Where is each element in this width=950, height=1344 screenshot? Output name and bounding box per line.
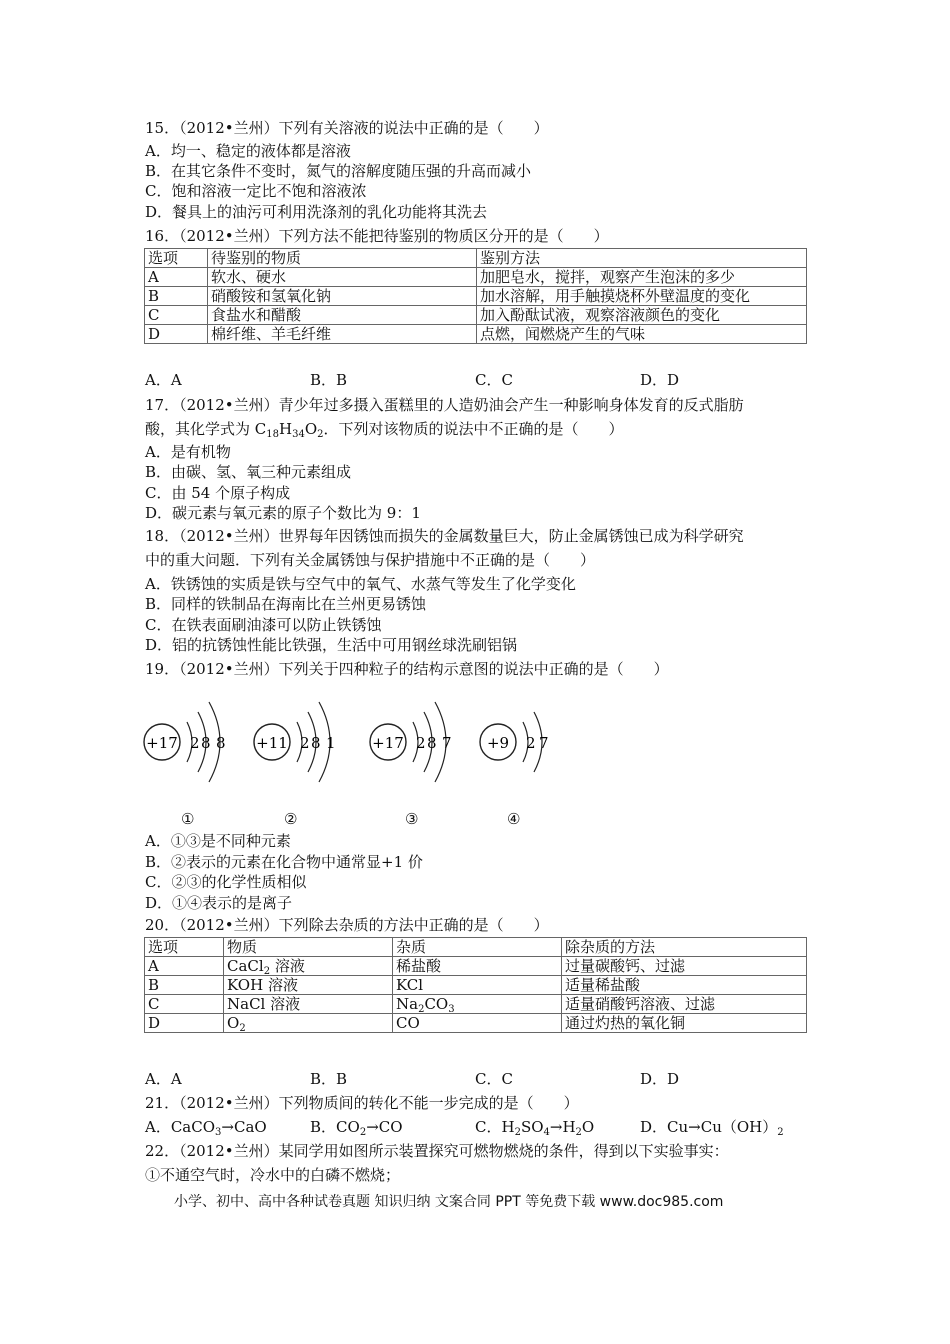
q16-choice-d: D．D — [640, 371, 680, 389]
q15-option-a: A．均一、稳定的液体都是溶液 — [145, 142, 351, 160]
svg-text:+11: +11 — [256, 734, 288, 752]
q20-choice-c: C．C — [475, 1070, 513, 1088]
q21-option-b: B．$CO_2\to CO$ — [310, 1118, 403, 1138]
q19-option-c: C．②③的化学性质相似 — [145, 873, 307, 891]
svg-text:8: 8 — [201, 734, 211, 752]
page-footer: 小学、初中、高中各种试卷真题 知识归纳 文案合同 PPT 等免费下载 www.doc985.com — [174, 1194, 724, 1210]
q20-table — [144, 937, 807, 1033]
q15-option-c: C．饱和溶液一定比不饱和溶液浓 — [145, 182, 367, 200]
table-cell: 适量硝酸钙溶液、过滤 — [562, 995, 807, 1014]
table-cell: KCl — [393, 976, 562, 995]
q21-option-c: C．$H_2SO_4\to H_2O$ — [475, 1118, 595, 1138]
svg-text:2: 2 — [190, 734, 200, 752]
table-header-cell: 鉴别方法 — [477, 249, 807, 268]
table-cell: 稀盐酸 — [393, 957, 562, 976]
table-cell: 通过灼热的氧化铜 — [562, 1014, 807, 1033]
table-header-cell: 杂质 — [393, 938, 562, 957]
q18-option-b: B．同样的铁制品在海南比在兰州更易锈蚀 — [145, 595, 427, 613]
q22-stem-line2: ①不通空气时，冷水中的白磷不燃烧； — [145, 1166, 401, 1184]
table-cell: 适量稀盐酸 — [562, 976, 807, 995]
q20-choice-b: B．B — [310, 1070, 348, 1088]
svg-text:2: 2 — [300, 734, 310, 752]
table-cell: NaCl 溶液 — [224, 995, 393, 1014]
q17-option-d: D．碳元素与氧元素的原子个数比为 9：1 — [145, 504, 421, 522]
svg-text:+17: +17 — [146, 734, 178, 752]
table-row — [145, 976, 807, 995]
table-cell: B — [145, 976, 224, 995]
table-cell: 软水、硬水 — [208, 268, 477, 287]
q20-choice-a: A．A — [145, 1070, 182, 1088]
q17-stem-line1: 17．（2012•兰州）青少年过多摄入蛋糕里的人造奶油会产生一种影响身体发育的反式脂肪 — [145, 396, 744, 414]
q17-option-a: A．是有机物 — [145, 443, 231, 461]
q21-option-a: A．CaCO$_3$→CaO — [145, 1118, 267, 1138]
q17-option-c: C．由 54 个原子构成 — [145, 484, 291, 502]
atom-label-3: ③ — [405, 810, 419, 828]
q18-option-a: A．铁锈蚀的实质是铁与空气中的氧气、水蒸气等发生了化学变化 — [145, 575, 576, 593]
svg-text:2: 2 — [416, 734, 426, 752]
atom-diagram-1 — [144, 702, 226, 782]
q17-option-b: B．由碳、氢、氧三种元素组成 — [145, 463, 352, 481]
table-header-row — [145, 938, 807, 957]
q16-choice-a: A．A — [145, 371, 182, 389]
q15-option-b: B．在其它条件不变时，氮气的溶解度随压强的升高而减小 — [145, 162, 532, 180]
table-row — [145, 325, 807, 344]
q16-table — [144, 248, 807, 344]
table-cell: A — [145, 957, 224, 976]
table-cell: $Na_2CO_3$ — [393, 995, 562, 1014]
table-cell: C — [145, 995, 224, 1014]
q19-option-d: D．①④表示的是离子 — [145, 894, 293, 912]
atom-structure-diagrams — [140, 690, 570, 800]
table-cell: $O_2$ — [224, 1014, 393, 1033]
atom-label-4: ④ — [507, 810, 521, 828]
svg-text:2: 2 — [526, 734, 536, 752]
table-row — [145, 995, 807, 1014]
q15-stem: 15．（2012•兰州）下列有关溶液的说法中正确的是（ ） — [145, 119, 549, 137]
q16-choice-c: C．C — [475, 371, 513, 389]
table-header-cell: 选项 — [145, 249, 208, 268]
q16-stem: 16．（2012•兰州）下列方法不能把待鉴别的物质区分开的是（ ） — [145, 227, 609, 245]
table-cell: D — [145, 325, 208, 344]
q20-choice-d: D．D — [640, 1070, 680, 1088]
svg-text:1: 1 — [326, 734, 336, 752]
table-cell: 加入酚酞试液，观察溶液颜色的变化 — [477, 306, 807, 325]
svg-text:+17: +17 — [372, 734, 404, 752]
table-cell: 加水溶解，用手触摸烧杯外壁温度的变化 — [477, 287, 807, 306]
table-cell: 过量碳酸钙、过滤 — [562, 957, 807, 976]
q19-stem: 19．（2012•兰州）下列关于四种粒子的结构示意图的说法中正确的是（ ） — [145, 660, 669, 678]
table-cell: D — [145, 1014, 224, 1033]
q16-choice-b: B．B — [310, 371, 348, 389]
atom-diagram-2 — [254, 702, 336, 782]
table-cell: A — [145, 268, 208, 287]
table-cell: CaCl$_2$ 溶液 — [224, 957, 393, 976]
svg-text:8: 8 — [427, 734, 437, 752]
q21-option-d: D．$Cu\to Cu(OH)_2$ — [640, 1118, 784, 1138]
q18-option-d: D．铝的抗锈蚀性能比铁强，生活中可用钢丝球洗刷铝锅 — [145, 636, 518, 654]
svg-text:+9: +9 — [486, 734, 510, 752]
table-header-cell: 除杂质的方法 — [562, 938, 807, 957]
svg-text:8: 8 — [311, 734, 321, 752]
atom-diagram-3 — [370, 702, 452, 782]
q15-option-d: D．餐具上的油污可利用洗涤剂的乳化功能将其洗去 — [145, 203, 488, 221]
q19-option-b: B．②表示的元素在化合物中通常显+1 价 — [145, 853, 423, 871]
q19-option-a: A．①③是不同种元素 — [145, 832, 291, 850]
table-header-cell: 物质 — [224, 938, 393, 957]
table-cell: B — [145, 287, 208, 306]
svg-text:8: 8 — [216, 734, 226, 752]
table-header-cell: 待鉴别的物质 — [208, 249, 477, 268]
q18-stem-line1: 18．（2012•兰州）世界每年因锈蚀而损失的金属数量巨大，防止金属锈蚀已成为科学研究 — [145, 527, 744, 545]
table-cell: KOH 溶液 — [224, 976, 393, 995]
atom-diagram-4 — [480, 712, 549, 772]
q18-stem-line2: 中的重大问题．下列有关金属锈蚀与保护措施中不正确的是（ ） — [145, 551, 596, 569]
table-cell: 食盐水和醋酸 — [208, 306, 477, 325]
atom-label-2: ② — [284, 810, 298, 828]
atom-label-1: ① — [181, 810, 195, 828]
table-header-row — [145, 249, 807, 268]
table-cell: 硝酸铵和氢氧化钠 — [208, 287, 477, 306]
q18-option-c: C．在铁表面刷油漆可以防止铁锈蚀 — [145, 616, 382, 634]
table-cell: 加肥皂水，搅拌，观察产生泡沫的多少 — [477, 268, 807, 287]
svg-text:7: 7 — [539, 734, 549, 752]
table-row — [145, 287, 807, 306]
q21-stem: 21．（2012•兰州）下列物质间的转化不能一步完成的是（ ） — [145, 1094, 579, 1112]
table-cell: C — [145, 306, 208, 325]
table-row — [145, 306, 807, 325]
q17-stem-line2: 酸，其化学式为 $C_{18}H_{34}O_2$．下列对该物质的说法中不正确的是（ ） — [145, 420, 624, 440]
table-row — [145, 957, 807, 976]
table-cell: 棉纤维、羊毛纤维 — [208, 325, 477, 344]
table-row — [145, 268, 807, 287]
table-cell: CO — [393, 1014, 562, 1033]
q22-stem-line1: 22．（2012•兰州）某同学用如图所示装置探究可燃物燃烧的条件，得到以下实验事实： — [145, 1142, 729, 1160]
table-header-cell: 选项 — [145, 938, 224, 957]
q20-stem: 20．（2012•兰州）下列除去杂质的方法中正确的是（ ） — [145, 916, 549, 934]
svg-text:7: 7 — [442, 734, 452, 752]
table-row — [145, 1014, 807, 1033]
table-cell: 点燃，闻燃烧产生的气味 — [477, 325, 807, 344]
